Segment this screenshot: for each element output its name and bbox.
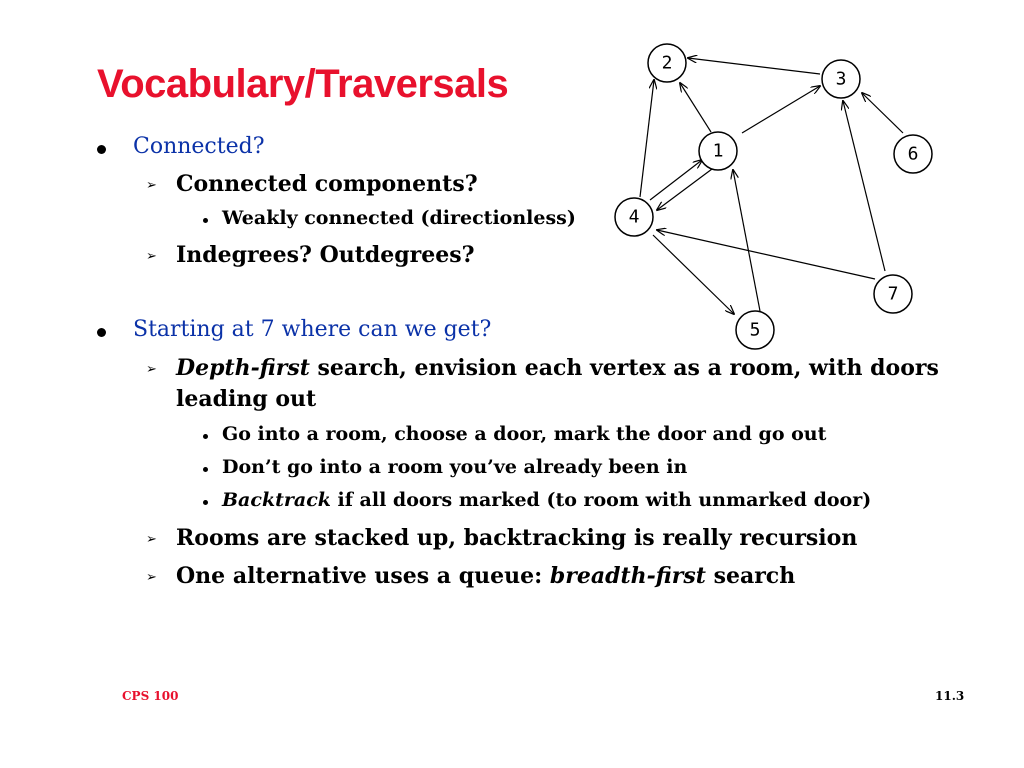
edge-6-3 <box>862 93 903 133</box>
bullet-weakly-connected: Weakly connected (directionless) <box>222 207 576 229</box>
bullet-breadth-first: One alternative uses a queue: breadth-first search <box>176 563 796 589</box>
arrow-bullet-icon: ➢ <box>146 178 157 193</box>
svg-text:1: 1 <box>712 140 724 162</box>
edge-3-2 <box>688 58 820 74</box>
footer-slide-number: 11.3 <box>935 689 965 703</box>
footer-course: CPS 100 <box>122 689 179 703</box>
bullet-rooms-stacked: Rooms are stacked up, backtracking is really recursion <box>176 525 858 551</box>
edge-4-2 <box>640 80 654 197</box>
svg-text:7: 7 <box>887 283 899 305</box>
svg-text:4: 4 <box>628 206 640 228</box>
svg-text:2: 2 <box>661 52 673 74</box>
edge-7-4 <box>657 230 875 279</box>
bullet-dot <box>203 467 208 472</box>
bullet-connected: Connected? <box>133 134 265 159</box>
node-2 <box>648 44 686 82</box>
node-1 <box>699 132 737 170</box>
edge-4-1 <box>650 160 702 200</box>
bullet-depth-first: Depth-first search, envision each vertex as a room, with doors <box>176 355 939 381</box>
node-5 <box>736 311 774 349</box>
node-6 <box>894 135 932 173</box>
svg-text:5: 5 <box>749 319 761 341</box>
svg-text:6: 6 <box>907 143 919 165</box>
bullet-connected-components: Connected components? <box>176 171 478 197</box>
arrow-bullet-icon: ➢ <box>146 249 157 264</box>
edge-5-1 <box>733 170 760 311</box>
edge-1-4 <box>657 169 712 210</box>
bullet-dot <box>97 328 106 337</box>
edge-1-3 <box>742 86 820 133</box>
bullet-depth-first-cont: leading out <box>176 386 317 412</box>
node-4 <box>615 198 653 236</box>
node-7 <box>874 275 912 313</box>
slide-title: Vocabulary/Traversals <box>97 62 509 106</box>
arrow-bullet-icon: ➢ <box>146 570 157 585</box>
bullet-dot <box>203 500 208 505</box>
bullet-dot <box>97 145 106 154</box>
bullet-degrees: Indegrees? Outdegrees? <box>176 242 475 268</box>
node-3 <box>822 60 860 98</box>
svg-text:3: 3 <box>835 68 847 90</box>
arrow-bullet-icon: ➢ <box>146 362 157 377</box>
bullet-dot <box>203 218 208 223</box>
bullet-starting-at-7: Starting at 7 where can we get? <box>133 317 492 342</box>
bullet-backtrack: Backtrack if all doors marked (to room with unmarked door) <box>222 489 872 511</box>
edge-4-5 <box>653 235 734 314</box>
bullet-dot <box>203 434 208 439</box>
bullet-dont-go: Don’t go into a room you’ve already been in <box>222 456 688 478</box>
arrow-bullet-icon: ➢ <box>146 532 157 547</box>
edge-1-2 <box>680 83 711 132</box>
edge-7-3 <box>843 101 885 271</box>
bullet-go-into-room: Go into a room, choose a door, mark the door and go out <box>222 423 827 445</box>
